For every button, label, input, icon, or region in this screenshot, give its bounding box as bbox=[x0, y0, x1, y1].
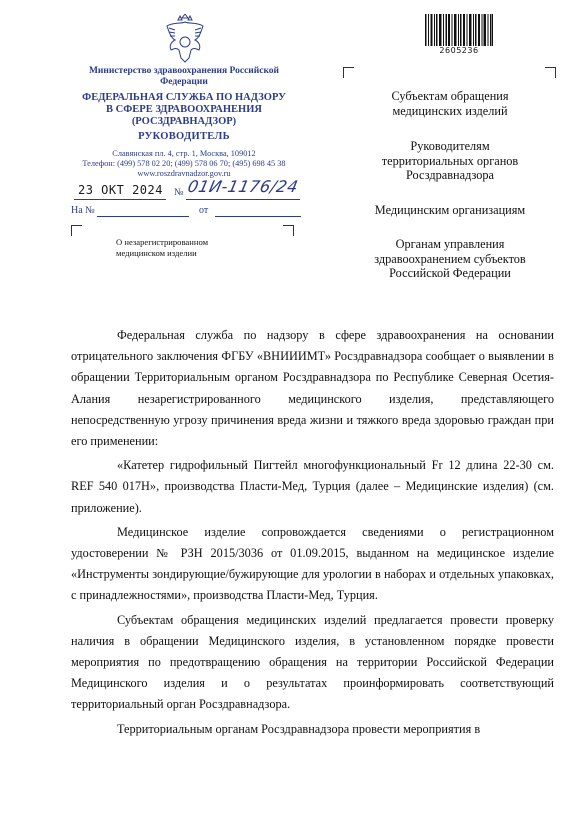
recipient-block-3 bbox=[360, 203, 540, 218]
recipient-line: Росздравнадзора bbox=[405, 168, 495, 182]
recipient-line: территориальных органов bbox=[381, 153, 519, 168]
recipient-bracket-left bbox=[343, 67, 354, 78]
recipient-line: Медицинским организациям bbox=[374, 203, 526, 217]
head-title: РУКОВОДИТЕЛЬ bbox=[138, 131, 230, 142]
service-line-3: (РОСЗДРАВНАДЗОР) bbox=[131, 116, 237, 127]
service-line-2: В СФЕРЕ ЗДРАВООХРАНЕНИЯ bbox=[106, 104, 262, 115]
body-text bbox=[71, 325, 554, 740]
barcode-number: 2605236 bbox=[439, 46, 479, 55]
recipient-bracket-right bbox=[545, 67, 556, 78]
ref-label: На № bbox=[71, 205, 95, 216]
service-name bbox=[68, 92, 300, 128]
address-block bbox=[68, 149, 300, 179]
registration-number: 01И-1176/24 bbox=[185, 177, 301, 196]
ref-from-label: от bbox=[199, 205, 209, 216]
coat-of-arms-emblem-icon bbox=[163, 14, 207, 66]
body-paragraph-4: Субъектам обращения медицинских изделий предлагается провести проверку наличия в обращении Медицинского изделия, в установленном порядке провести мероприятия по предотвращению обращения на территории Российской Федерации Медицинского изделия и о результатах проинформировать соответствующий территориальный орган Росздравнадзора. bbox=[71, 612, 554, 712]
body-paragraph-1: Федеральная служба по надзору в сфере здравоохранения на основании отрицательного заключения ФГБУ «ВНИИИМТ» Росздравнадзора сообщает о выявлении в обращении Территориальным органом Росздравнадзора по Республике Северная Осетия-Алания незарегистрированного медицинского изделия, представляющего непосредственную угрозу причинения вреда жизни и тяжкого вреда здоровью граждан при его применении: bbox=[71, 328, 554, 449]
barcode bbox=[425, 14, 493, 46]
number-label: № bbox=[174, 187, 184, 198]
body-paragraph-5: Территориальным органам Росздравнадзора провести мероприятия в bbox=[117, 721, 481, 736]
number-underline bbox=[186, 199, 300, 200]
ministry-line: Министерство здравоохранения Российской Федерации bbox=[88, 66, 280, 87]
recipient-line: здравоохранением субъектов bbox=[374, 251, 526, 266]
recipient-block-2 bbox=[360, 139, 540, 183]
ref-date-underline bbox=[215, 216, 301, 217]
address-line-3: www.roszdravnadzor.gov.ru bbox=[137, 169, 231, 178]
reference-line bbox=[71, 205, 301, 219]
subject-block bbox=[116, 237, 208, 258]
address-line-1: Славянская пл. 4, стр. 1, Москва, 109012 bbox=[112, 149, 256, 158]
body-paragraph-3: Медицинское изделие сопровождается сведениями о регистрационном удостоверении № РЗН 2015/3036 от 01.09.2015, выданном на медицинское изделие «Инструменты зондирующие/бужирующие для урологии в наборах и отдельных упаковках, с принадлежностями», производства Пласти-Мед, Турция. bbox=[71, 524, 554, 603]
recipient-block-1 bbox=[360, 89, 540, 118]
recipient-line: Субъектам обращения bbox=[391, 89, 509, 103]
body-paragraph-2: «Катетер гидрофильный Пигтейл многофункциональный Fr 12 длина 22-30 см. REF 540 017H», производства Пласти-Мед, Турция (далее – Медицинские изделия) (см. приложение). bbox=[71, 458, 554, 515]
recipient-block-4 bbox=[360, 237, 540, 281]
registration-line bbox=[78, 177, 301, 204]
recipient-line: Руководителям bbox=[410, 139, 490, 153]
registration-date: 23 ОКТ 2024 bbox=[78, 183, 163, 197]
recipient-line: Органам управления bbox=[395, 237, 505, 251]
subject-bracket-left bbox=[71, 225, 82, 236]
recipient-line: медицинских изделий bbox=[392, 103, 508, 118]
address-line-2: Телефон: (499) 578 02 20; (499) 578 06 70; (495) 698 45 38 bbox=[82, 159, 286, 168]
recipient-line: Российской Федерации bbox=[389, 266, 511, 280]
ref-number-underline bbox=[97, 216, 189, 217]
ministry-name bbox=[68, 66, 300, 88]
subject-line-2: медицинском изделии bbox=[116, 247, 197, 258]
subject-bracket-right bbox=[283, 225, 294, 236]
subject-line-1: О незарегистрированном bbox=[116, 237, 209, 247]
date-underline bbox=[74, 199, 166, 200]
service-line-1: ФЕДЕРАЛЬНАЯ СЛУЖБА ПО НАДЗОРУ bbox=[82, 92, 286, 103]
